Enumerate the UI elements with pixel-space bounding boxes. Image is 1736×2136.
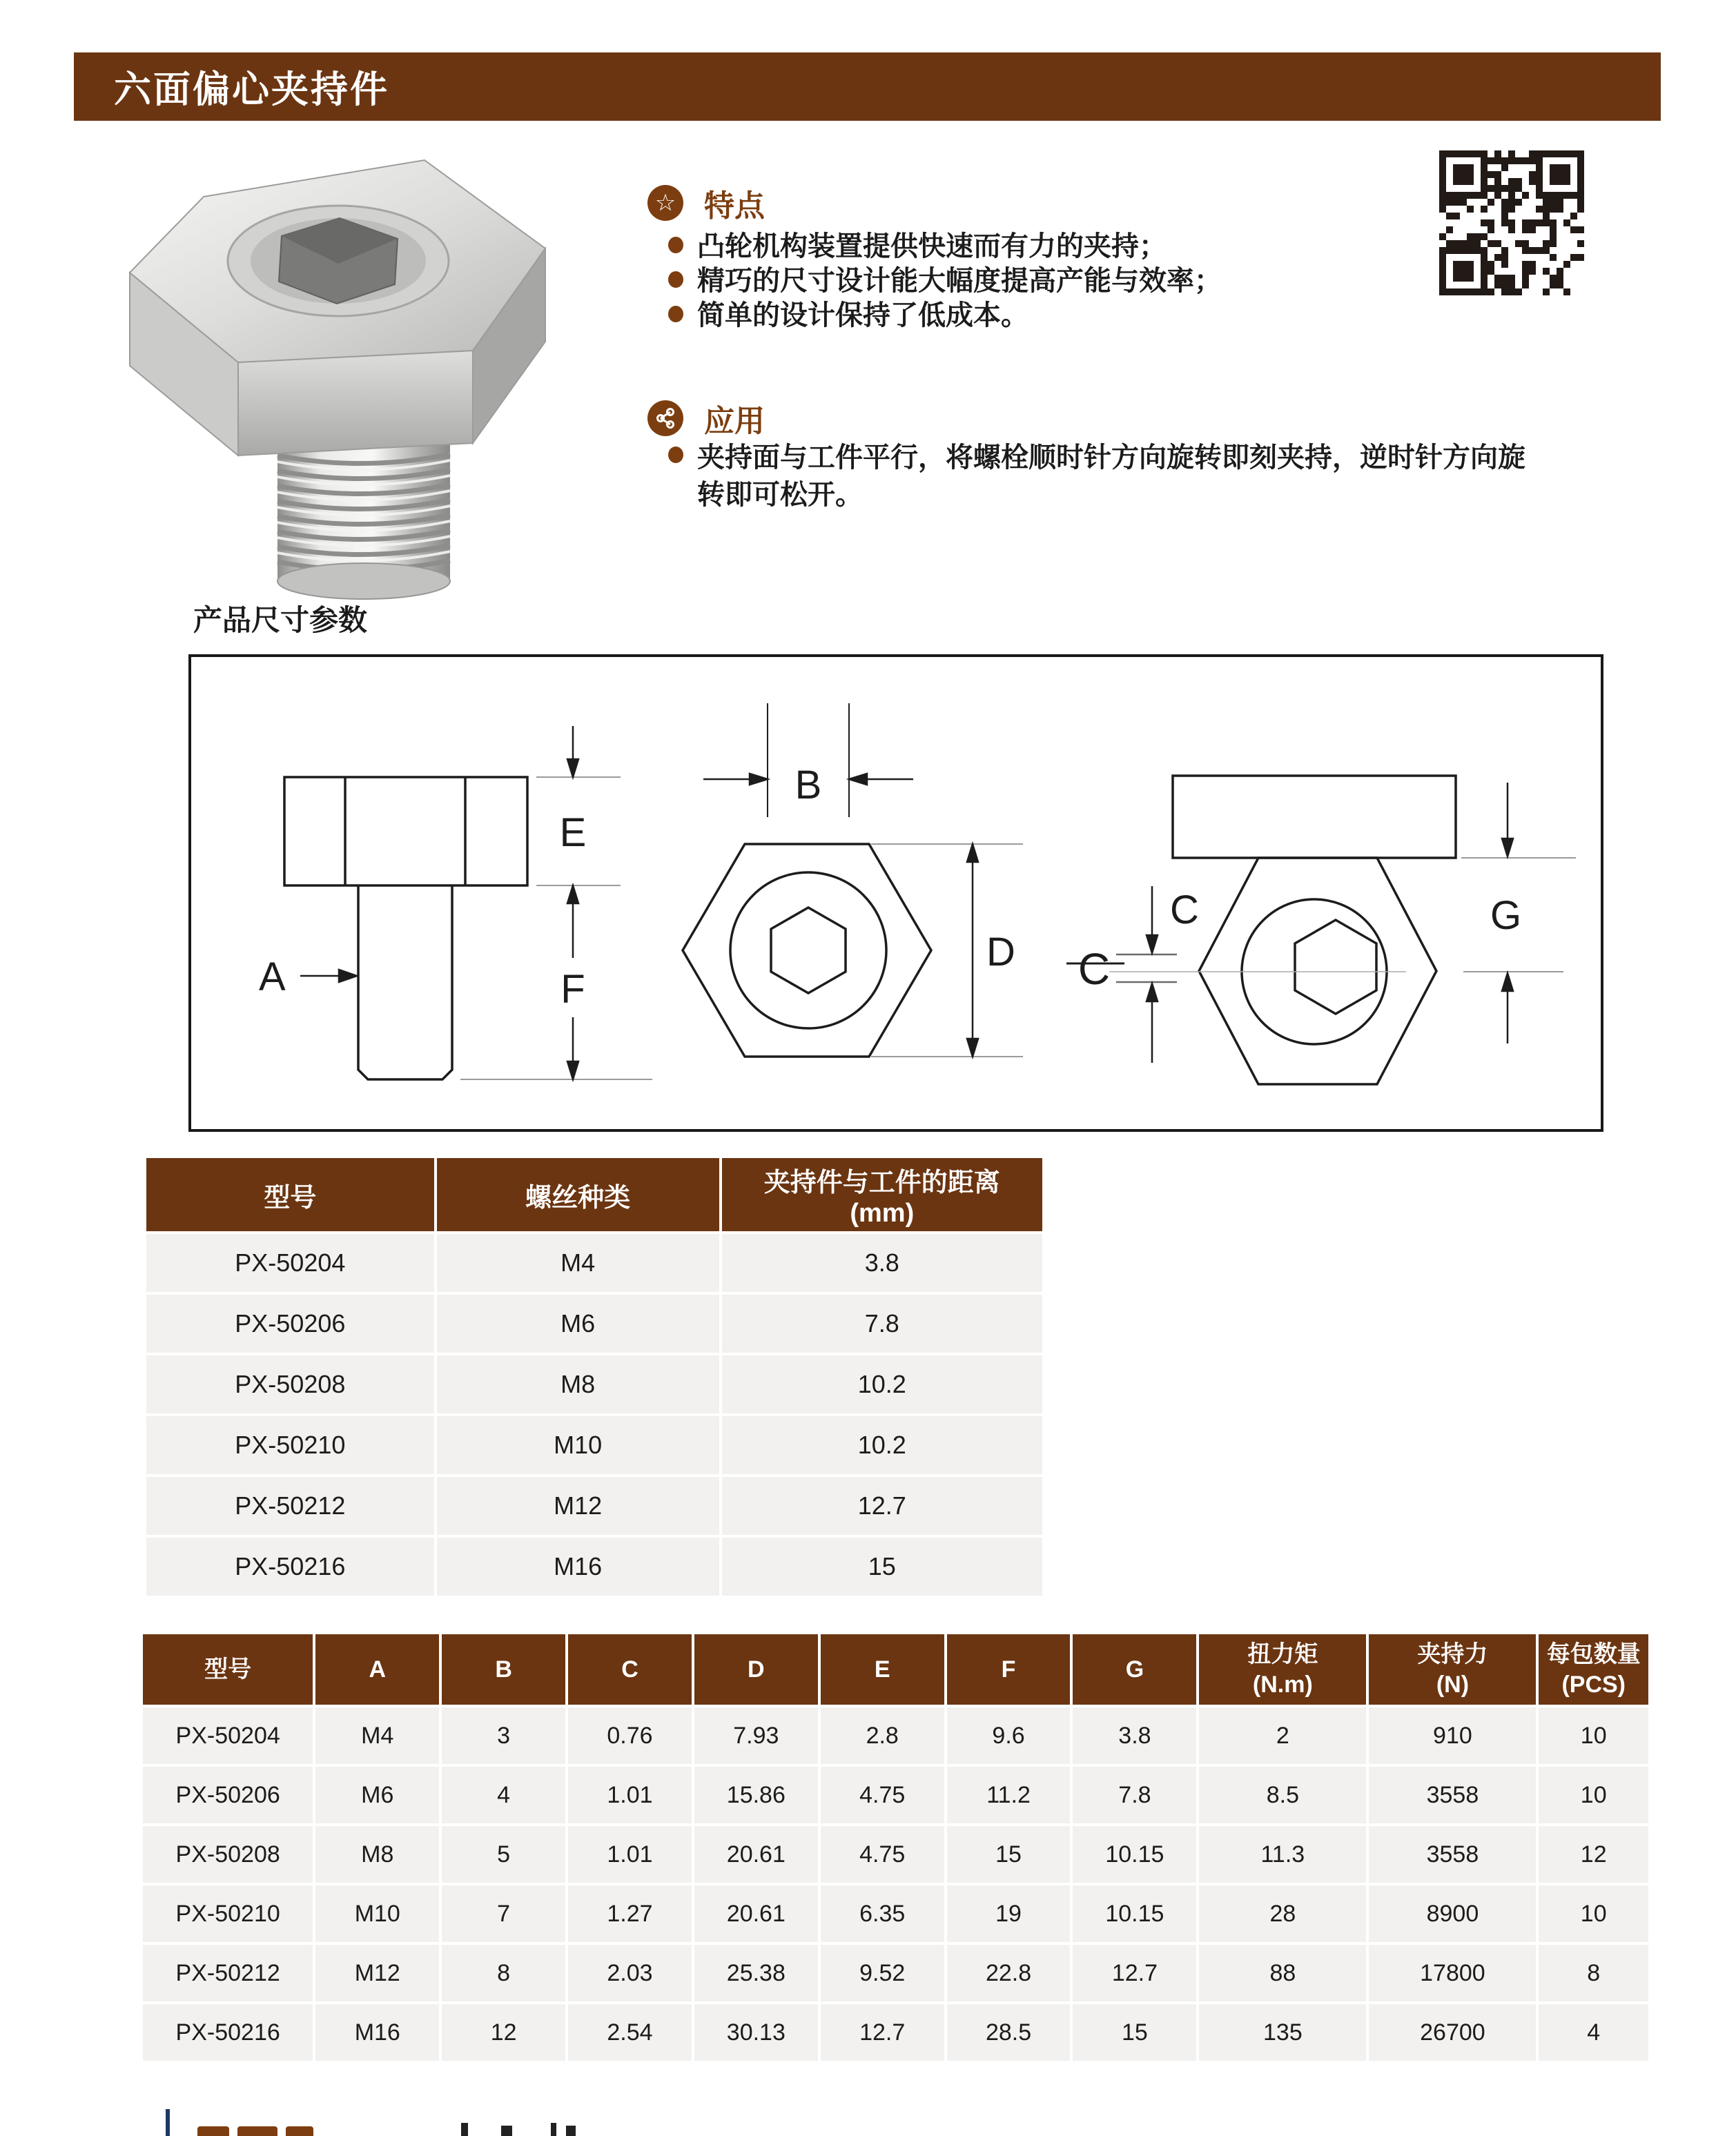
t2-col-model: 型号 xyxy=(143,1634,313,1705)
list-item xyxy=(668,298,1222,333)
application-list xyxy=(668,439,1538,513)
application-title: 应用 xyxy=(704,404,765,438)
table-cell: PX-50204 xyxy=(146,1234,434,1292)
table-cell: 25.38 xyxy=(694,1945,818,2001)
hex-socket xyxy=(228,206,449,316)
d-dimension-arrows xyxy=(967,844,978,1057)
table-cell: 4.75 xyxy=(821,1767,944,1823)
table-cell: PX-50212 xyxy=(146,1477,434,1535)
table-cell: M6 xyxy=(315,1767,439,1823)
table-header-row xyxy=(146,1158,1042,1231)
t2-col-A: A xyxy=(315,1634,439,1705)
dim-label-C: C xyxy=(1170,888,1199,932)
table-cell: 88 xyxy=(1199,1945,1366,2001)
table-cell: 28.5 xyxy=(947,2004,1071,2061)
table-cell: 10.2 xyxy=(722,1355,1042,1413)
dim-label-A: A xyxy=(259,954,286,999)
table-cell: 3558 xyxy=(1369,1767,1536,1823)
table-cell: 10 xyxy=(1539,1707,1648,1764)
table-row xyxy=(146,1416,1042,1474)
table-cell: M12 xyxy=(315,1945,439,2001)
table-cell: 7.8 xyxy=(722,1295,1042,1353)
feature-text: 凸轮机构装置提供快速而有力的夹持； xyxy=(697,231,1167,262)
extension-lines xyxy=(460,777,652,1079)
table-row xyxy=(143,2004,1648,2061)
table-cell: 8 xyxy=(442,1945,565,2001)
table-cell: M4 xyxy=(437,1234,719,1292)
table-cell: 10 xyxy=(1539,1767,1648,1823)
t1-col-model: 型号 xyxy=(146,1158,434,1231)
dimension-spec-table xyxy=(140,1632,1651,2064)
t2-col-clamp-force: 夹持力 (N) xyxy=(1369,1634,1536,1705)
table-cell: 4.75 xyxy=(821,1826,944,1883)
table-cell: 9.52 xyxy=(821,1945,944,2001)
bullet-dot-icon xyxy=(668,447,683,463)
table-cell: 4 xyxy=(1539,2004,1648,2061)
table-row xyxy=(146,1234,1042,1292)
table-cell: 5 xyxy=(442,1826,565,1883)
table-cell: 17800 xyxy=(1369,1945,1536,2001)
table-cell: 910 xyxy=(1369,1707,1536,1764)
t2-col-D: D xyxy=(694,1634,818,1705)
table-cell: 28 xyxy=(1199,1885,1366,1942)
table-row xyxy=(143,1707,1648,1764)
side-view-drawing xyxy=(284,777,527,1079)
table-cell: 15 xyxy=(1073,2004,1196,2061)
feature-text: 简单的设计保持了低成本。 xyxy=(697,300,1028,331)
dimension-arrows xyxy=(300,726,578,1079)
table-cell: 135 xyxy=(1199,2004,1366,2061)
t2-col-G: G xyxy=(1073,1634,1196,1705)
bolt-shank xyxy=(277,435,450,599)
table-row xyxy=(143,1826,1648,1883)
table-cell: 7.93 xyxy=(694,1707,818,1764)
share-nodes-icon xyxy=(647,400,683,436)
qr-code xyxy=(1439,150,1584,295)
table-cell: PX-50210 xyxy=(143,1885,313,1942)
table-cell: 2.8 xyxy=(821,1707,944,1764)
table-cell: M8 xyxy=(315,1826,439,1883)
features-title: 特点 xyxy=(704,189,765,223)
table-cell: 19 xyxy=(947,1885,1071,1942)
table-row xyxy=(143,1945,1648,2001)
table-cell: M10 xyxy=(315,1885,439,1942)
dimensions-section-title: 产品尺寸参数 xyxy=(193,604,368,636)
top-view-drawing xyxy=(683,844,931,1057)
table-header-row xyxy=(143,1634,1648,1705)
c-dimension-arrows xyxy=(1147,886,1158,1063)
clamp-view-drawing xyxy=(1173,776,1456,1084)
t1-col-screw-type: 螺丝种类 xyxy=(437,1158,719,1231)
footer-text-fragment xyxy=(461,2123,468,2136)
table-cell: 3 xyxy=(442,1707,565,1764)
product-image xyxy=(97,131,594,607)
table-cell: 1.27 xyxy=(568,1885,692,1942)
bullet-dot-icon xyxy=(668,237,683,253)
table-row xyxy=(143,1885,1648,1942)
table-cell: M4 xyxy=(315,1707,439,1764)
application-text: 夹持面与工件平行，将螺栓顺时针方向旋转即刻夹持，逆时针方向旋转即可松开。 xyxy=(697,442,1525,510)
footer-text-fragment xyxy=(566,2126,576,2136)
footer-text-fragment xyxy=(237,2126,277,2136)
table-cell: 7.8 xyxy=(1073,1767,1196,1823)
table-cell: M8 xyxy=(437,1355,719,1413)
table-cell: 12.7 xyxy=(1073,1945,1196,2001)
t2-col-torque: 扭力矩 (N.m) xyxy=(1199,1634,1366,1705)
footer-text-fragment xyxy=(286,2126,313,2136)
table-cell: 12 xyxy=(442,2004,565,2061)
t1-col-distance: 夹持件与工件的距离 (mm) xyxy=(722,1158,1042,1231)
footer-text-fragment xyxy=(501,2126,512,2136)
footer-blue-bar xyxy=(166,2109,170,2136)
table-cell: 15 xyxy=(722,1538,1042,1596)
table-cell: 10.2 xyxy=(722,1416,1042,1474)
table-cell: 6.35 xyxy=(821,1885,944,1942)
t2-col-F: F xyxy=(947,1634,1071,1705)
list-item xyxy=(668,229,1222,264)
star-icon: ☆ xyxy=(647,185,683,221)
table-cell: 3.8 xyxy=(1073,1707,1196,1764)
page-title: 六面偏心夹持件 xyxy=(114,69,389,110)
table-cell: 1.01 xyxy=(568,1826,692,1883)
table-row xyxy=(143,1767,1648,1823)
table-cell: 12 xyxy=(1539,1826,1648,1883)
table-cell: PX-50216 xyxy=(143,2004,313,2061)
table-cell: 10.15 xyxy=(1073,1826,1196,1883)
table-cell: 2.54 xyxy=(568,2004,692,2061)
table-cell: 22.8 xyxy=(947,1945,1071,2001)
table-cell: 12.7 xyxy=(821,2004,944,2061)
table-cell: 20.61 xyxy=(694,1885,818,1942)
table-cell: 8.5 xyxy=(1199,1767,1366,1823)
dim-label-B: B xyxy=(794,763,822,807)
t2-col-pack-qty: 每包数量 (PCS) xyxy=(1539,1634,1648,1705)
table-cell: 10.15 xyxy=(1073,1885,1196,1942)
table-cell: 9.6 xyxy=(947,1707,1071,1764)
table-cell: PX-50204 xyxy=(143,1707,313,1764)
dim-label-G: G xyxy=(1490,893,1522,938)
table-cell: 11.2 xyxy=(947,1767,1071,1823)
table-cell: 26700 xyxy=(1369,2004,1536,2061)
footer-text-fragment xyxy=(551,2123,556,2136)
page-title-bar xyxy=(74,52,1661,121)
bullet-dot-icon xyxy=(668,271,683,288)
table-cell: 15 xyxy=(947,1826,1071,1883)
table-cell: 3558 xyxy=(1369,1826,1536,1883)
list-item xyxy=(668,264,1222,298)
t2-col-E: E xyxy=(821,1634,944,1705)
table-cell: 12.7 xyxy=(722,1477,1042,1535)
dim-label-D: D xyxy=(986,930,1015,974)
eccentric-gap-lines xyxy=(1116,954,1177,982)
features-list xyxy=(668,229,1222,333)
centerline-symbol: C xyxy=(1077,944,1111,994)
table-cell: PX-50208 xyxy=(143,1826,313,1883)
table-cell: 30.13 xyxy=(694,2004,818,2061)
list-item xyxy=(668,439,1538,513)
table-cell: 8900 xyxy=(1369,1885,1536,1942)
t2-col-C: C xyxy=(568,1634,692,1705)
table-cell: 15.86 xyxy=(694,1767,818,1823)
t2-col-B: B xyxy=(442,1634,565,1705)
features-section-heading xyxy=(647,181,765,225)
table-cell: 11.3 xyxy=(1199,1826,1366,1883)
table-cell: 3.8 xyxy=(722,1234,1042,1292)
application-section-heading xyxy=(647,396,765,440)
table-cell: PX-50206 xyxy=(146,1295,434,1353)
feature-text: 精巧的尺寸设计能大幅度提高产能与效率； xyxy=(697,266,1222,296)
table-row xyxy=(146,1295,1042,1353)
table-cell: 2 xyxy=(1199,1707,1366,1764)
table-cell: PX-50210 xyxy=(146,1416,434,1474)
table-cell: M10 xyxy=(437,1416,719,1474)
table-cell: 0.76 xyxy=(568,1707,692,1764)
dimension-diagram xyxy=(191,657,1601,1129)
table-cell: 7 xyxy=(442,1885,565,1942)
table-cell: PX-50206 xyxy=(143,1767,313,1823)
table-cell: 2.03 xyxy=(568,1945,692,2001)
table-cell: M16 xyxy=(437,1538,719,1596)
table-cell: M6 xyxy=(437,1295,719,1353)
table-cell: 20.61 xyxy=(694,1826,818,1883)
dim-label-E: E xyxy=(559,810,587,855)
distance-spec-table xyxy=(144,1155,1045,1598)
table-cell: PX-50216 xyxy=(146,1538,434,1596)
footer-text-fragment xyxy=(197,2126,229,2136)
table-row xyxy=(146,1538,1042,1596)
bullet-dot-icon xyxy=(668,306,683,322)
table-cell: 10 xyxy=(1539,1885,1648,1942)
table-row xyxy=(146,1477,1042,1535)
table-cell: PX-50208 xyxy=(146,1355,434,1413)
table-cell: 4 xyxy=(442,1767,565,1823)
dim-label-F: F xyxy=(560,967,585,1012)
table-cell: 1.01 xyxy=(568,1767,692,1823)
table-cell: M16 xyxy=(315,2004,439,2061)
table-cell: 8 xyxy=(1539,1945,1648,2001)
table-cell: PX-50212 xyxy=(143,1945,313,2001)
dimension-diagram-box xyxy=(188,654,1603,1132)
table-row xyxy=(146,1355,1042,1413)
table-cell: M12 xyxy=(437,1477,719,1535)
